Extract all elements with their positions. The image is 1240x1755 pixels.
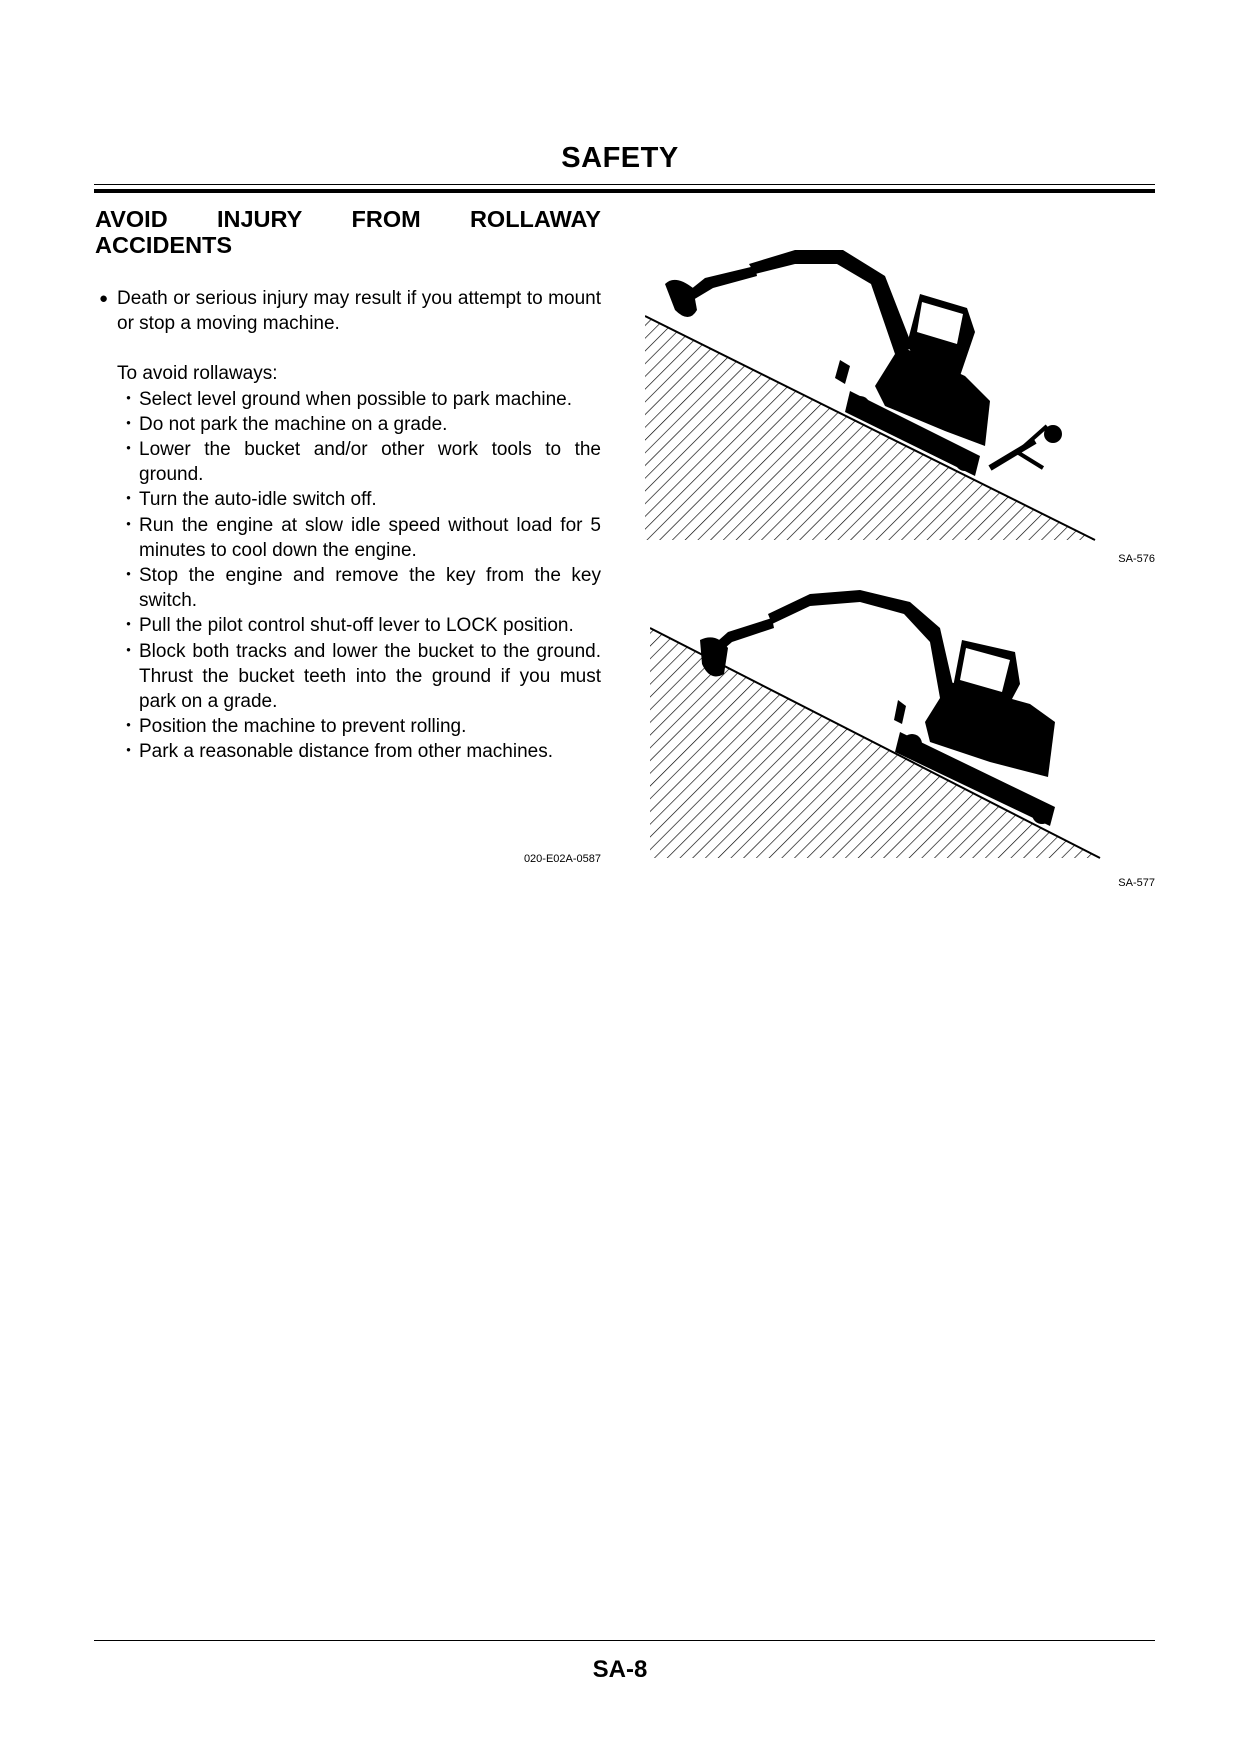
list-item-text: Select level ground when possible to park machine. <box>139 388 573 410</box>
list-item <box>117 487 601 512</box>
list-dot-icon: ・ <box>119 489 139 511</box>
list-dot-icon: ・ <box>119 514 139 536</box>
excavator-rolling-over-person-illustration <box>645 236 1135 546</box>
section-heading-line2: ACCIDENTS <box>95 232 233 258</box>
section-heading <box>95 206 601 258</box>
warning-text: Death or serious injury may result if you attempt to mount or stop a moving machine. <box>117 288 601 335</box>
footer-rule <box>94 1640 1155 1641</box>
list-item <box>117 739 601 764</box>
list-item <box>117 437 601 487</box>
list-item <box>117 513 601 563</box>
section-heading-line1 <box>95 206 601 232</box>
list-item-text: Pull the pilot control shut-off lever to LOCK position. <box>139 615 574 637</box>
instruction-list <box>117 387 601 765</box>
page-title: SAFETY <box>561 142 679 174</box>
figure-label: SA-577 <box>1118 877 1155 889</box>
heading-word: ROLLAWAY <box>469 206 601 232</box>
list-dot-icon: ・ <box>119 640 139 662</box>
list-item-text: Stop the engine and remove the key from the key switch. <box>139 565 601 612</box>
excavator-parked-on-slope-illustration <box>650 582 1110 867</box>
list-item <box>117 387 601 412</box>
page-number: SA-8 <box>592 1656 648 1683</box>
list-item <box>117 714 601 739</box>
list-item-text: Lower the bucket and/or other work tools to the ground. <box>139 439 601 486</box>
header-rule-thick <box>94 189 1155 193</box>
list-dot-icon: ・ <box>119 388 139 410</box>
list-item <box>117 563 601 613</box>
section-body <box>95 286 601 765</box>
list-item-text: Position the machine to prevent rolling. <box>139 716 467 738</box>
list-item <box>117 639 601 715</box>
heading-word: INJURY <box>216 206 303 232</box>
list-dot-icon: ・ <box>119 716 139 738</box>
heading-word: FROM <box>351 206 421 232</box>
bullet-dot-icon: ● <box>99 290 109 307</box>
list-dot-icon: ・ <box>119 565 139 587</box>
list-dot-icon: ・ <box>119 413 139 435</box>
list-item-text: Run the engine at slow idle speed without load for 5 minutes to cool down the engine. <box>139 514 601 561</box>
list-item-text: Do not park the machine on a grade. <box>139 413 448 435</box>
list-item-text: Block both tracks and lower the bucket to the ground. Thrust the bucket teeth into the ground if you must park on a grade. <box>139 640 601 713</box>
list-item <box>117 613 601 638</box>
list-dot-icon: ・ <box>119 615 139 637</box>
list-item-text: Turn the auto-idle switch off. <box>139 489 377 511</box>
person-figure <box>990 425 1062 468</box>
list-item <box>117 412 601 437</box>
list-dot-icon: ・ <box>119 741 139 763</box>
header-rule-thin <box>94 184 1155 185</box>
slope-ground <box>645 316 1095 540</box>
intro-text: To avoid rollaways: <box>117 363 278 385</box>
heading-word: AVOID <box>95 206 168 232</box>
warning-bullet <box>95 286 601 336</box>
list-item-text: Park a reasonable distance from other machines. <box>139 741 553 763</box>
figure-label: SA-576 <box>1118 553 1155 565</box>
document-code: 020-E02A-0587 <box>523 853 601 865</box>
list-dot-icon: ・ <box>119 439 139 461</box>
